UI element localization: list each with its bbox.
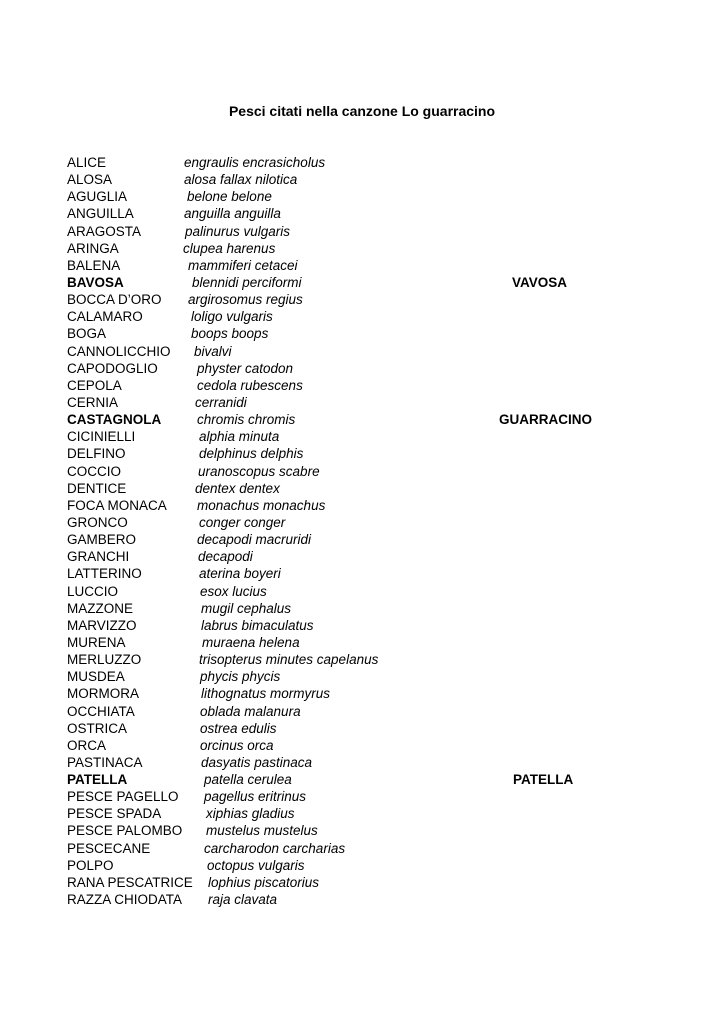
scientific-name: esox lucius [200, 583, 267, 599]
common-name: ARINGA [67, 240, 119, 256]
list-item [67, 154, 687, 171]
scientific-name: dasyatis pastinaca [201, 754, 313, 770]
common-name: LATTERINO [67, 566, 142, 582]
common-name: BOGA [67, 326, 107, 342]
scientific-name: cerranidi [195, 394, 247, 410]
list-item [67, 548, 687, 565]
scientific-name: pagellus eritrinus [204, 789, 307, 805]
scientific-name: belone belone [187, 189, 272, 205]
common-name: ALOSA [67, 172, 113, 188]
common-name: OCCHIATA [67, 703, 135, 719]
list-item [67, 788, 687, 805]
common-name: PESCE PALOMBO [67, 823, 183, 839]
scientific-name: alosa fallax nilotica [184, 172, 298, 188]
scientific-name: phycis phycis [200, 669, 281, 685]
list-item [67, 737, 687, 754]
list-item [67, 223, 687, 240]
scientific-name: mustelus mustelus [206, 823, 318, 839]
scientific-name: mammiferi cetacei [188, 257, 298, 273]
common-name: CAPODOGLIO [67, 360, 158, 376]
list-item [67, 377, 687, 394]
common-name: OSTRICA [67, 720, 128, 736]
list-item [67, 840, 687, 857]
scientific-name: dentex dentex [195, 480, 280, 496]
common-name: DELFINO [67, 446, 126, 462]
scientific-name: boops boops [191, 326, 269, 342]
list-item [67, 754, 687, 771]
list-item [67, 205, 687, 222]
list-item [67, 325, 687, 342]
scientific-name: decapodi [198, 549, 253, 565]
common-name: GAMBERO [67, 532, 137, 548]
scientific-name: oblada malanura [200, 703, 301, 719]
scientific-name: delphinus delphis [199, 446, 304, 462]
scientific-name: blennidi perciformi [192, 274, 302, 290]
list-item [67, 343, 687, 360]
scientific-name: mugil cephalus [201, 600, 292, 616]
scientific-name: uranoscopus scabre [198, 463, 320, 479]
scientific-name: loligo vulgaris [191, 309, 273, 325]
list-item [67, 600, 687, 617]
list-item [67, 617, 687, 634]
list-item [67, 720, 687, 737]
scientific-name: octopus vulgaris [207, 857, 305, 873]
common-name: ARAGOSTA [67, 223, 142, 239]
common-name: FOCA MONACA [67, 497, 167, 513]
common-name: ORCA [67, 737, 107, 753]
scientific-name: conger conger [199, 514, 286, 530]
list-item [67, 822, 687, 839]
list-item [67, 685, 687, 702]
scientific-name: monachus monachus [197, 497, 326, 513]
common-name: BALENA [67, 257, 121, 273]
list-item [67, 463, 687, 480]
common-name: CANNOLICCHIO [67, 343, 171, 359]
common-name: BOCCA D’ORO [67, 292, 162, 308]
list-item [67, 240, 687, 257]
list-item [67, 583, 687, 600]
scientific-name: decapodi macruridi [197, 532, 312, 548]
scientific-name: cedola rubescens [197, 377, 303, 393]
list-item [67, 668, 687, 685]
scientific-name: patella cerulea [204, 772, 292, 788]
list-item [67, 531, 687, 548]
list-item [67, 308, 687, 325]
common-name: MUSDEA [67, 669, 125, 685]
scientific-name: muraena helena [202, 634, 300, 650]
list-item [67, 497, 687, 514]
scientific-name: ostrea edulis [200, 720, 277, 736]
common-name: MARVIZZO [67, 617, 137, 633]
dialect-name: VAVOSA [512, 274, 568, 290]
scientific-name: xiphias gladius [206, 806, 295, 822]
common-name: AGUGLIA [67, 189, 128, 205]
page-title: Pesci citati nella canzone Lo guarracino [228, 103, 496, 119]
common-name: RANA PESCATRICE [67, 874, 193, 890]
scientific-name: lophius piscatorius [208, 874, 320, 890]
common-name: CICINIELLI [67, 429, 136, 445]
scientific-name: alphia minuta [199, 429, 280, 445]
list-item [67, 171, 687, 188]
scientific-name: labrus bimaculatus [201, 617, 314, 633]
list-item [67, 428, 687, 445]
list-item [67, 480, 687, 497]
scientific-name: argirosomus regius [188, 292, 303, 308]
list-item [67, 514, 687, 531]
scientific-name: palinurus vulgaris [185, 223, 291, 239]
fish-list [67, 154, 687, 908]
list-item [67, 445, 687, 462]
common-name: MAZZONE [67, 600, 133, 616]
scientific-name: bivalvi [194, 343, 232, 359]
list-item [67, 805, 687, 822]
list-item [67, 360, 687, 377]
list-item [67, 274, 687, 291]
list-item [67, 891, 687, 908]
common-name: MORMORA [67, 686, 139, 702]
common-name: POLPO [67, 857, 114, 873]
common-name: PESCE PAGELLO [67, 789, 179, 805]
common-name: CALAMARO [67, 309, 143, 325]
list-item [67, 634, 687, 651]
scientific-name: anguilla anguilla [184, 206, 281, 222]
scientific-name: physter catodon [197, 360, 294, 376]
common-name: GRANCHI [67, 549, 130, 565]
dialect-name: PATELLA [513, 772, 574, 788]
list-item [67, 857, 687, 874]
common-name: MERLUZZO [67, 652, 142, 668]
list-item [67, 703, 687, 720]
common-name: PESCE SPADA [67, 806, 162, 822]
scientific-name: orcinus orca [200, 737, 274, 753]
list-item [67, 651, 687, 668]
scientific-name: aterina boyeri [199, 566, 281, 582]
scientific-name: lithognatus mormyrus [201, 686, 331, 702]
common-name: COCCIO [67, 463, 121, 479]
list-item [67, 394, 687, 411]
scientific-name: raja clavata [208, 892, 278, 908]
common-name: CEPOLA [67, 377, 122, 393]
list-item [67, 771, 687, 788]
common-name: PESCECANE [67, 840, 151, 856]
common-name: ALICE [67, 155, 107, 170]
list-item [67, 411, 687, 428]
list-item [67, 257, 687, 274]
common-name: RAZZA CHIODATA [67, 892, 183, 908]
common-name: CERNIA [67, 394, 119, 410]
common-name: DENTICE [67, 480, 127, 496]
common-name: PASTINACA [67, 754, 143, 770]
common-name: BAVOSA [67, 274, 124, 290]
scientific-name: carcharodon carcharias [204, 840, 346, 856]
common-name: LUCCIO [67, 583, 119, 599]
scientific-name: trisopterus minutes capelanus [199, 652, 379, 668]
dialect-name: GUARRACINO [499, 412, 592, 428]
list-item [67, 565, 687, 582]
scientific-name: chromis chromis [197, 412, 296, 428]
common-name: ANGUILLA [67, 206, 134, 222]
list-item [67, 188, 687, 205]
common-name: GRONCO [67, 514, 128, 530]
common-name: CASTAGNOLA [67, 412, 162, 428]
list-item [67, 874, 687, 891]
common-name: PATELLA [67, 772, 128, 788]
common-name: MURENA [67, 634, 126, 650]
scientific-name: clupea harenus [183, 240, 276, 256]
list-item [67, 291, 687, 308]
scientific-name: engraulis encrasicholus [184, 155, 326, 170]
